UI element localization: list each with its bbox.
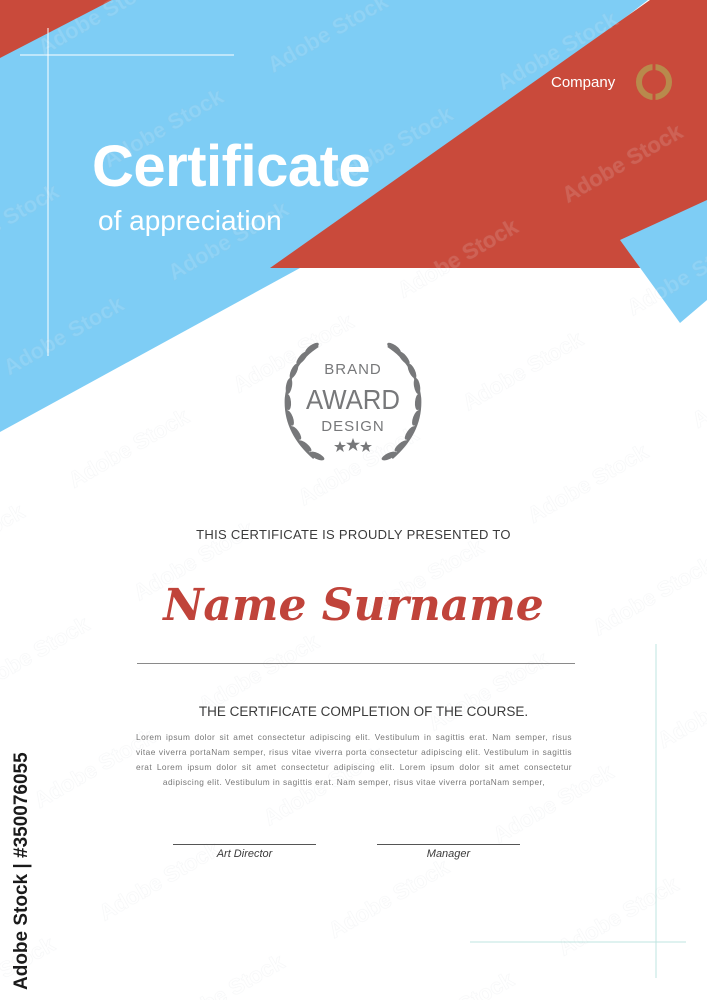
signature-label-art-director: Art Director [216,848,273,860]
signature-label-manager: Manager [426,848,471,860]
signature-line-manager [377,844,520,845]
three-stars-icon [334,438,372,452]
badge-line-award: AWARD [306,384,400,415]
certificate-subtitle: of appreciation [98,205,282,236]
company-label: Company [551,74,616,91]
name-underline [137,663,575,664]
description-paragraph: Lorem ipsum dolor sit amet consectetur adipiscing elit. Vestibulum in sagittis erat. Nam semper, risus vitae viverra portaNam semper, risus vitae viverra porta consectetur adipiscing elit. Vestibulum in sagittis erat Lorem ipsum dolor sit amet consectetur adipiscing elit. Lorem ipsum dolor sit amet consectetur adipiscing elit. Vestibulum in sagittis erat. Nam semper, risus vitae viverra portaNam semper, [136,732,572,787]
badge-line-brand: BRAND [324,361,382,378]
badge-line-design: DESIGN [321,418,385,435]
stock-id-text: Adobe Stock | #350076055 [11,752,32,990]
signature-line-art-director [173,844,316,845]
recipient-name: Name Surname [163,580,544,631]
completion-text: THE CERTIFICATE COMPLETION OF THE COURSE. [198,704,529,719]
stock-id-watermark [8,752,34,990]
presented-to-text: THIS CERTIFICATE IS PROUDLY PRESENTED TO [196,527,511,542]
award-badge [278,334,428,476]
ring-logo-icon [632,60,676,104]
certificate-title: Certificate [92,134,371,199]
